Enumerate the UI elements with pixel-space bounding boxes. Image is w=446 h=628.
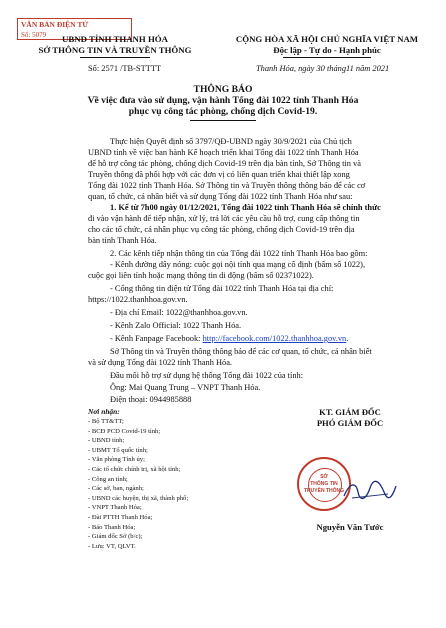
- hotline-line: - Kênh đường dây nóng: cuộc gọi nội tỉnh qua mạng cố định (bấm số 1022),: [110, 260, 366, 269]
- recipients-heading: Nơi nhận:: [88, 407, 120, 416]
- recipient-item: - Các sở, ban, ngành;: [88, 485, 144, 493]
- agency-parent: UBND TỈNH THANH HÓA: [62, 34, 168, 44]
- closing-line: và sử dụng Tổng đài 1022 tỉnh Thanh Hóa.: [88, 358, 233, 367]
- agency-underline: [80, 57, 150, 58]
- intro-line: Truyền thông đã phối hợp với các đơn vị có liên quan triển khai thiết lập xong: [88, 170, 350, 179]
- item1-line: đi vào vận hành để tiếp nhận, xử lý, trả lời các yêu cầu hỗ trợ, cung cấp thông tin: [88, 214, 360, 223]
- recipient-item: - UBND tỉnh;: [88, 437, 125, 445]
- item1-line: 1. Kể từ 7h00 ngày 01/12/2021, Tổng đài 1022 tỉnh Thanh Hóa sẽ chính thức: [110, 203, 381, 212]
- recipient-item: - Báo Thanh Hóa;: [88, 523, 136, 531]
- recipient-item: - Lưu: VT, QLVT.: [88, 542, 136, 550]
- contact-phone: Điện thoại: 0944985888: [110, 395, 192, 404]
- item1-line: bàn tỉnh Thanh Hóa.: [88, 236, 157, 245]
- recipient-item: - UBND các huyện, thị xã, thành phố;: [88, 494, 189, 502]
- intro-line: UBND tỉnh về việc ban hành Kế hoạch triển khai Tổng đài 1022 tỉnh Thanh Hóa: [88, 148, 359, 157]
- title-underline: [190, 120, 256, 121]
- recipient-item: - VNPT Thanh Hóa;: [88, 504, 142, 512]
- facebook-suffix: .: [346, 334, 349, 343]
- recipient-item: - Văn phòng Tỉnh ủy;: [88, 456, 145, 464]
- recipient-item: - Công an tỉnh;: [88, 475, 128, 483]
- recipients-list: [88, 417, 188, 551]
- document-number: Số: 2571 /TB-STTTT: [88, 64, 162, 73]
- seal-text: SỞ: [320, 474, 328, 480]
- recipient-item: - Các tổ chức chính trị, xã hội tỉnh;: [88, 465, 181, 473]
- intro-line: Tổng đài 1022 tỉnh Thanh Hóa. Sở Thông tin và Truyền thông thông báo để các cơ: [88, 181, 366, 190]
- portal-line: - Cổng thông tin điện tử Tổng đài 1022 tỉnh Thanh Hóa tại địa chỉ:: [110, 284, 334, 293]
- recipient-item: - Giám đốc Sở (b/c);: [88, 533, 143, 541]
- item2-title: 2. Các kênh tiếp nhận thông tin của Tổng đài 1022 tỉnh Thanh Hóa bao gồm:: [110, 249, 368, 258]
- contact-name: Ông: Mai Quang Trung – VNPT Thanh Hóa.: [110, 383, 261, 392]
- seal-text: THÔNG TIN: [310, 481, 338, 487]
- subject-line-2: phục vụ công tác phòng, chống dịch Covid-19.: [128, 106, 318, 117]
- facebook-link[interactable]: http://facebook.com/1022.thanhhoa.gov.vn: [202, 334, 347, 343]
- subject-line-1: Về việc đưa vào sử dụng, vận hành Tổng đài 1022 tỉnh Thanh Hóa: [87, 95, 359, 106]
- recipient-item: - Đài PTTH Thanh Hóa;: [88, 513, 153, 521]
- agency-name: SỞ THÔNG TIN VÀ TRUYỀN THÔNG: [38, 45, 192, 55]
- handwritten-signature: [340, 478, 400, 504]
- nation-title: CỘNG HÒA XÃ HỘI CHỦ NGHĨA VIỆT NAM: [235, 34, 419, 44]
- stamp-number: Số: 5079: [21, 31, 47, 39]
- recipient-item: - Bộ TT&TT;: [88, 418, 124, 425]
- closing-line: Sở Thông tin và Truyền thông thông báo để các cơ quan, tổ chức, cá nhân biết: [110, 347, 372, 356]
- signer-name: Nguyễn Văn Tước: [316, 522, 384, 532]
- motto-underline: [283, 57, 371, 58]
- stamp-label: VĂN BẢN ĐIỆN TỬ: [21, 20, 89, 29]
- intro-line: quan, tổ chức, cá nhân biết và sử dụng Tổng đài 1022 tỉnh Thanh Hóa như sau:: [88, 192, 353, 201]
- facebook-line: [110, 333, 348, 344]
- zalo-line: - Kênh Zalo Official: 1022 Thanh Hóa.: [110, 321, 242, 330]
- item1-line: cho các tổ chức, cá nhân phục vụ công tác phòng, chống dịch Covid-19 trên địa: [88, 225, 355, 234]
- nation-motto: Độc lập - Tự do - Hạnh phúc: [273, 45, 381, 55]
- contact-line: Đầu mối hỗ trợ sử dụng hệ thống Tổng đài 1022 của tỉnh:: [110, 371, 304, 380]
- seal-text: TRUYỀN THÔNG: [304, 488, 344, 494]
- signature-authority: KT. GIÁM ĐỐC: [319, 407, 381, 417]
- document-type: THÔNG BÁO: [193, 84, 253, 95]
- place-date: Thanh Hóa, ngày 30 tháng11 năm 2021: [256, 64, 390, 73]
- recipient-item: - BCĐ PCD Covid-19 tỉnh;: [88, 427, 161, 435]
- portal-url: https://1022.thanhhoa.gov.vn.: [88, 295, 188, 304]
- hotline-line: cuộc gọi liên tỉnh hoặc mạng thông tin di động (bấm số 02371022).: [88, 271, 314, 280]
- facebook-prefix: - Kênh Fanpage Facebook:: [110, 334, 203, 343]
- email-line: - Địa chỉ Email: 1022@thanhhoa.gov.vn.: [110, 308, 248, 317]
- intro-line: Thực hiện Quyết định số 3797/QĐ-UBND ngày 30/9/2021 của Chủ tịch: [110, 137, 352, 146]
- signature-title: PHÓ GIÁM ĐỐC: [316, 418, 384, 428]
- intro-line: để hỗ trợ công tác phòng, chống dịch Covid-19 trên địa bàn tỉnh, Sở Thông tin và: [88, 159, 361, 168]
- recipient-item: - UBMT Tổ quốc tỉnh;: [88, 446, 148, 454]
